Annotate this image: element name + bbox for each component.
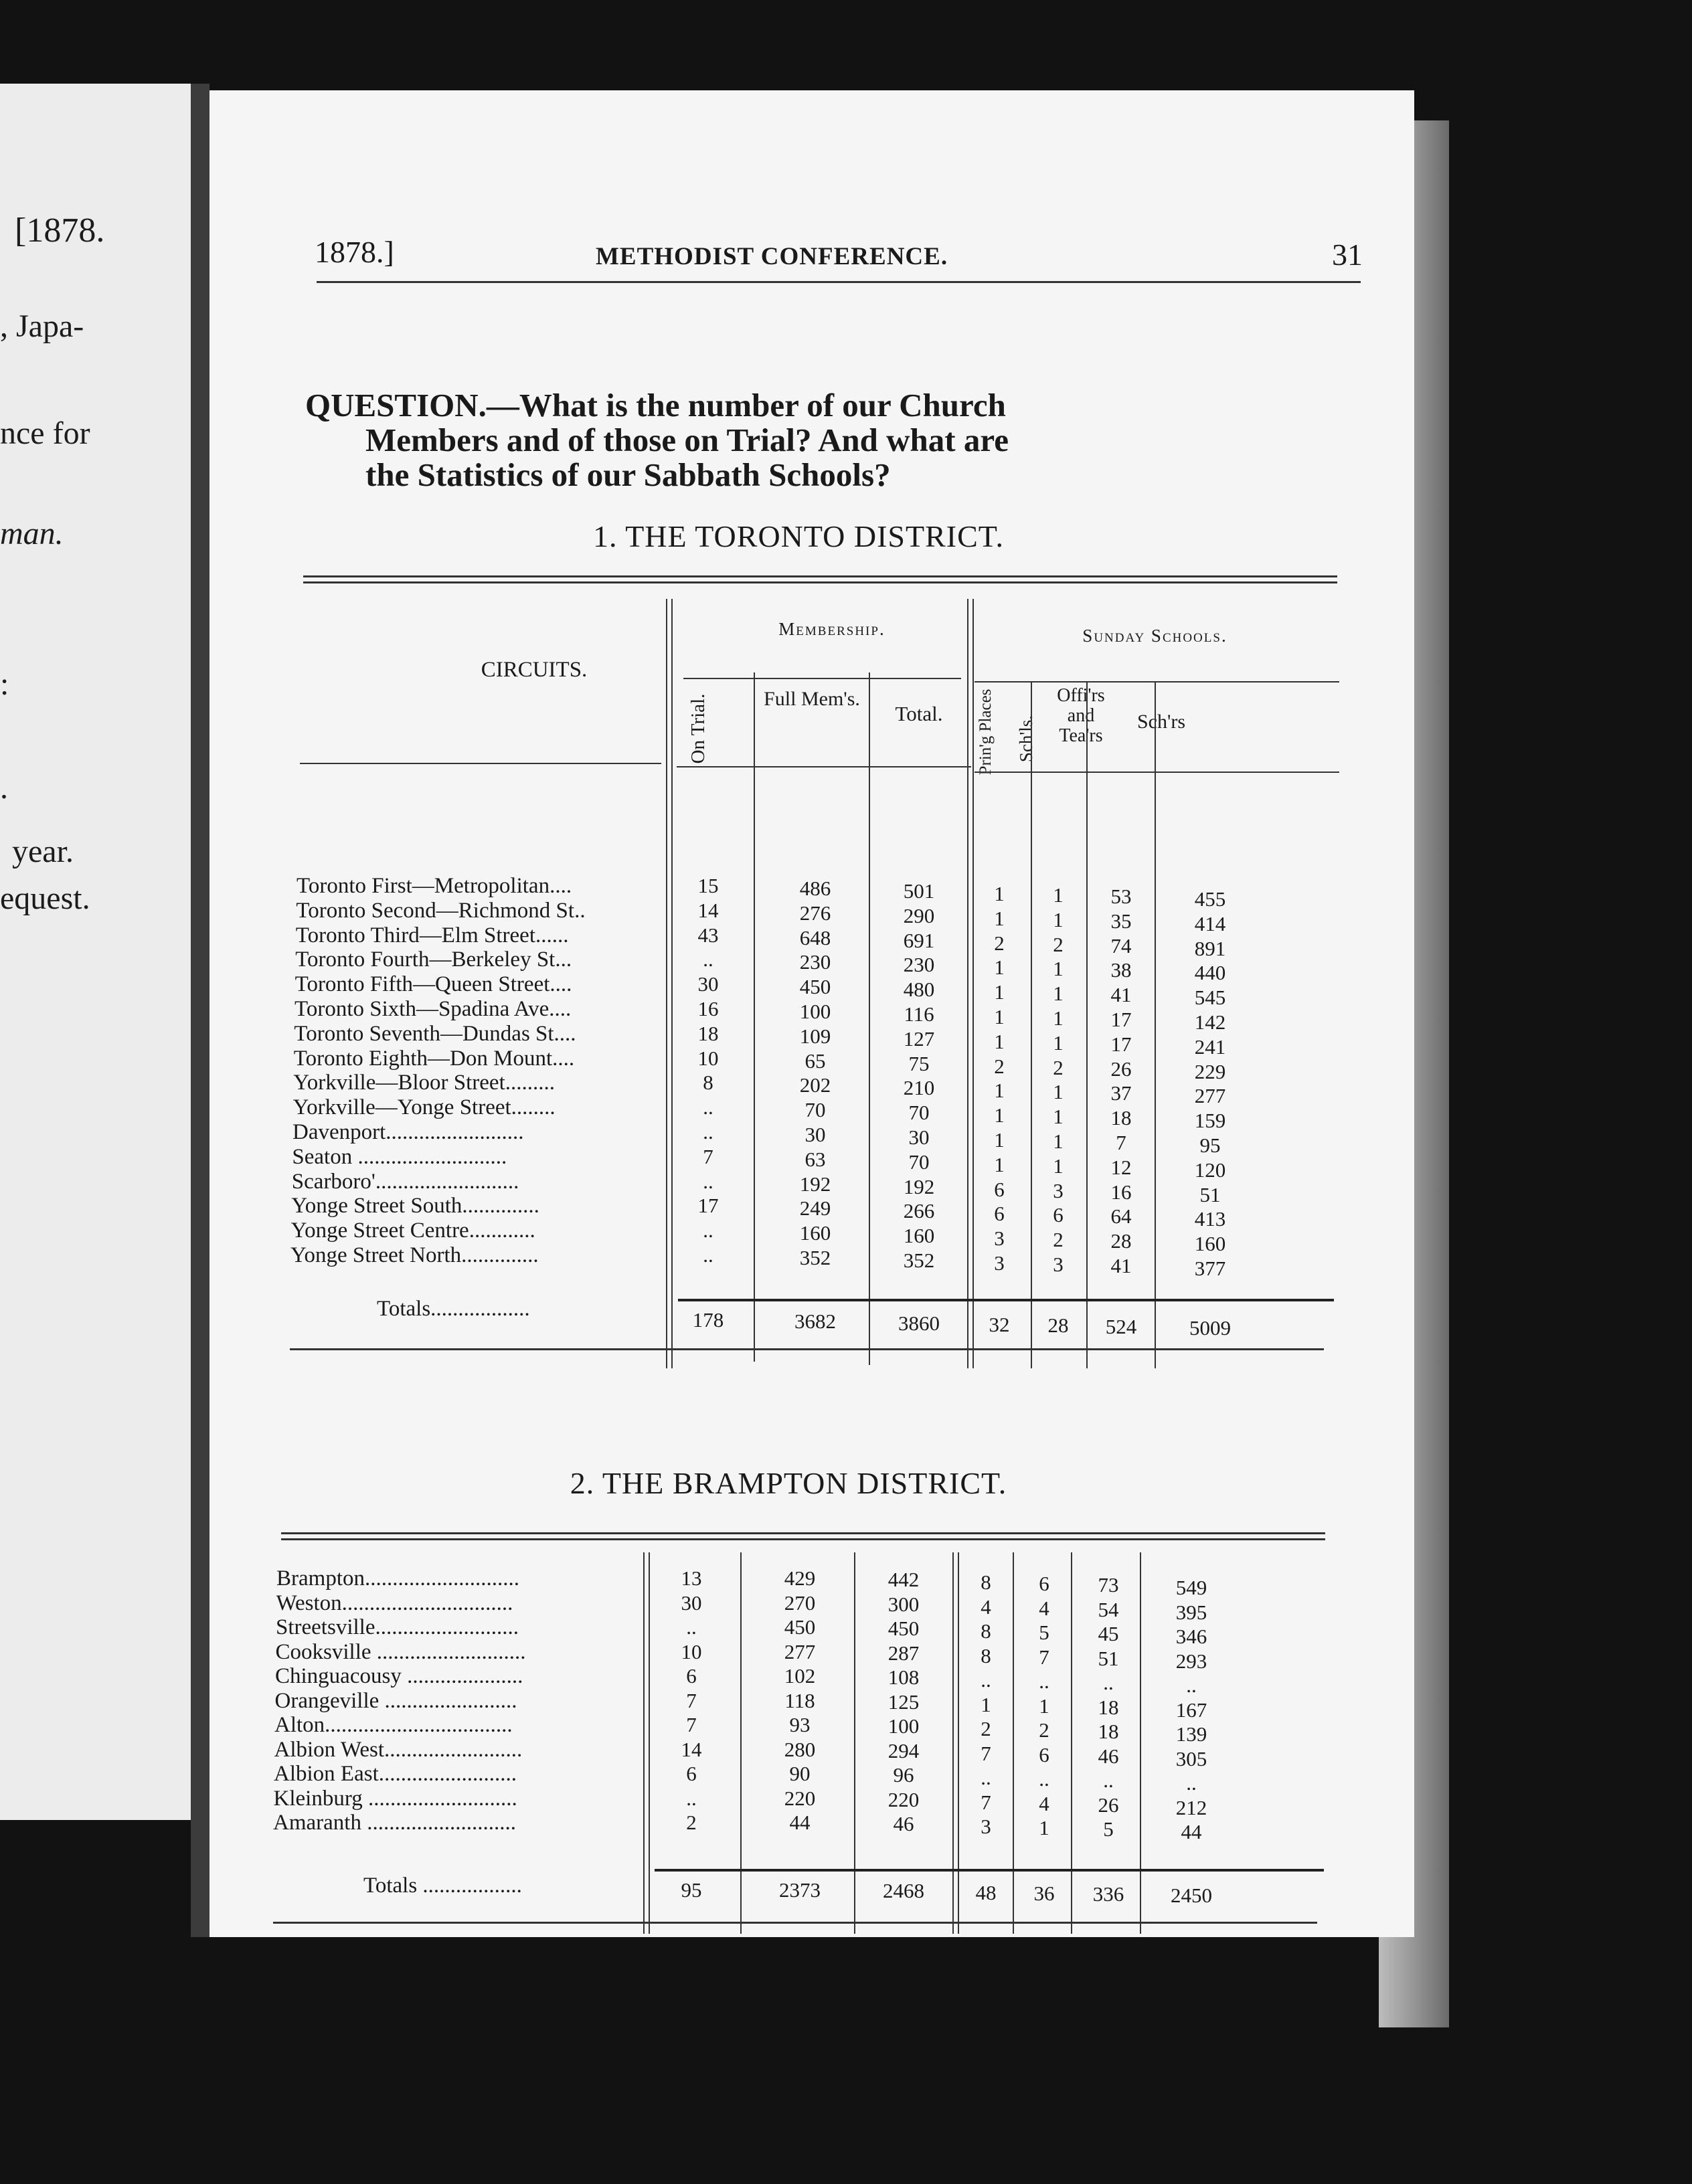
table-cell: 2 [1053, 1055, 1064, 1079]
column-divider [643, 1552, 650, 1934]
table-cell: 28 [1110, 1229, 1132, 1253]
circuits-header: CIRCUITS. [481, 658, 588, 682]
table-cell: 14 [681, 1737, 702, 1761]
table-cell: 346 [1175, 1625, 1207, 1648]
district-title: 2. THE BRAMPTON DISTRICT. [570, 1466, 1007, 1500]
table-cell: 545 [1194, 986, 1226, 1010]
column-divider [869, 672, 870, 1365]
on-trial-header: On Trial. [687, 693, 709, 764]
table-cell: 75 [908, 1051, 930, 1075]
previous-page-line: nce for [0, 416, 90, 451]
table-cell: .. [703, 1243, 713, 1267]
header-year: 1878.] [315, 235, 394, 269]
table-cell: 352 [903, 1249, 935, 1272]
table-cell: .. [1039, 1669, 1049, 1693]
table-cell: 1 [1053, 957, 1064, 981]
table-cell: 41 [1110, 983, 1132, 1007]
circuit-name: Toronto Fourth—Berkeley St... [295, 947, 572, 972]
table-cell: 1 [994, 1029, 1005, 1053]
table-cell: 395 [1175, 1600, 1207, 1624]
table-cell: 480 [903, 978, 935, 1002]
table-cell: .. [1186, 1771, 1197, 1795]
table-cell: .. [703, 1095, 713, 1119]
circuit-name: Amaranth ........................... [273, 1811, 516, 1835]
table-cell: 1 [1039, 1694, 1049, 1718]
circuit-name: Streetsville.......................... [276, 1615, 519, 1639]
column-divider [1013, 1552, 1014, 1934]
question-line: QUESTION.—What is the number of our Church [305, 387, 1006, 424]
table-cell: 1 [1053, 1080, 1064, 1104]
table-cell: 230 [903, 953, 935, 977]
total-cell: 95 [681, 1878, 702, 1902]
table-cell: 414 [1194, 911, 1226, 935]
table-cell: 7 [686, 1688, 697, 1712]
circuit-name: Yonge Street Centre............ [290, 1218, 535, 1243]
previous-page-line: : [0, 666, 9, 702]
total-cell: 178 [692, 1308, 724, 1332]
column-divider [1071, 1552, 1072, 1934]
circuit-name: Brampton............................ [276, 1566, 519, 1590]
book-page [209, 90, 1414, 1937]
table-cell: 220 [784, 1786, 816, 1810]
column-divider [952, 1552, 959, 1934]
total-cell: 28 [1047, 1313, 1069, 1338]
table-cell: 70 [908, 1101, 930, 1125]
table-cell: 1 [994, 1005, 1005, 1028]
table-cell: 7 [981, 1790, 991, 1814]
offirs-teachers-header: Offi'rs and Tea'rs [1057, 685, 1105, 746]
table-cell: 1 [1053, 883, 1064, 907]
table-cell: 160 [1194, 1232, 1226, 1256]
table-cell: 46 [893, 1812, 914, 1835]
table-cell: 15 [697, 874, 719, 897]
table-cell: 142 [1194, 1010, 1226, 1034]
table-cell: 2 [994, 931, 1005, 955]
table-cell: 2 [686, 1811, 697, 1834]
table-cell: 108 [887, 1665, 920, 1689]
table-cell: 30 [681, 1590, 702, 1615]
circuit-name: Albion West......................... [274, 1737, 523, 1762]
table-cell: 202 [799, 1073, 831, 1097]
previous-page-line: , Japa- [0, 308, 84, 344]
total-cell: 36 [1033, 1881, 1055, 1905]
table-top-rule [303, 575, 1337, 583]
circuit-name: Yonge Street South.............. [291, 1194, 539, 1218]
table-cell: 51 [1098, 1646, 1119, 1670]
table-cell: 73 [1098, 1573, 1119, 1597]
table-cell: 1 [994, 980, 1005, 1004]
table-cell: 13 [681, 1566, 702, 1590]
table-cell: 74 [1110, 933, 1132, 958]
circuit-name: Alton.................................. [274, 1713, 513, 1737]
header-rule [317, 281, 1361, 283]
table-cell: 26 [1110, 1057, 1132, 1081]
prin-places-header: Prin'g Places [977, 689, 995, 776]
table-cell: 1 [1053, 982, 1064, 1006]
table-cell: 6 [1039, 1572, 1049, 1595]
table-cell: 8 [981, 1619, 991, 1643]
table-cell: 2 [1039, 1718, 1049, 1742]
table-cell: 210 [903, 1076, 935, 1100]
table-cell: 290 [903, 903, 935, 927]
table-cell: 1 [994, 1103, 1005, 1127]
table-cell: 8 [981, 1643, 991, 1667]
table-cell: 691 [903, 928, 935, 952]
table-cell: 7 [703, 1144, 713, 1168]
table-cell: 1 [1053, 1105, 1064, 1129]
total-cell: 5009 [1189, 1316, 1231, 1340]
table-cell: 95 [1199, 1133, 1221, 1157]
table-cell: 4 [1039, 1596, 1049, 1620]
table-cell: 891 [1194, 936, 1226, 960]
table-cell: 35 [1110, 909, 1132, 933]
circuit-name: Toronto Fifth—Queen Street.... [294, 972, 572, 997]
table-cell: 277 [784, 1639, 816, 1663]
membership-header: Membership. [778, 619, 885, 639]
totals-rule [655, 1869, 1324, 1872]
circuit-name: Yorkville—Bloor Street......... [293, 1071, 555, 1095]
table-cell: 30 [805, 1123, 826, 1146]
table-cell: 159 [1194, 1109, 1226, 1133]
question-heading [305, 388, 1363, 492]
sunday-schools-header: Sunday Schools. [1082, 626, 1228, 646]
table-cell: 100 [799, 1000, 831, 1023]
table-cell: 3 [1053, 1253, 1064, 1276]
table-cell: 41 [1110, 1254, 1132, 1277]
table-cell: .. [703, 1218, 713, 1243]
column-header-rule [975, 771, 1339, 773]
totals-label: Totals.................. [377, 1297, 530, 1321]
circuit-name: Yonge Street North.............. [290, 1243, 539, 1267]
table-cell: 277 [1194, 1084, 1226, 1108]
total-header: Total. [895, 702, 943, 725]
table-cell: 1 [1053, 1129, 1064, 1153]
table-cell: 14 [697, 898, 719, 922]
table-cell: 139 [1175, 1722, 1207, 1746]
schls-header: Sch'ls. [1016, 715, 1036, 763]
table-cell: 118 [784, 1688, 815, 1712]
circuit-name: Weston............................... [276, 1590, 513, 1615]
table-cell: 167 [1175, 1698, 1207, 1722]
table-cell: 16 [1110, 1180, 1132, 1204]
previous-page-line: year. [12, 834, 74, 869]
running-header [315, 234, 1363, 281]
table-cell: 220 [887, 1787, 920, 1811]
previous-page-line: . [0, 770, 8, 806]
table-cell: .. [686, 1615, 697, 1639]
table-cell: 125 [887, 1690, 920, 1714]
table-cell: 287 [887, 1641, 920, 1665]
table-cell: 230 [799, 950, 831, 974]
table-cell: 276 [799, 901, 831, 925]
table-cell: 1 [994, 1079, 1005, 1103]
table-cell: 64 [1110, 1204, 1132, 1228]
table-cell: 10 [681, 1639, 702, 1663]
table-cell: 10 [697, 1046, 719, 1070]
total-cell: 2450 [1171, 1884, 1212, 1908]
table-cell: .. [1039, 1767, 1049, 1791]
table-cell: .. [981, 1668, 991, 1692]
table-cell: 450 [799, 975, 831, 999]
table-cell: 501 [903, 879, 935, 903]
table-cell: .. [703, 1169, 713, 1193]
table-cell: 3 [1053, 1178, 1064, 1202]
table-cell: 63 [805, 1147, 826, 1171]
table-cell: .. [703, 947, 713, 972]
table-cell: 450 [887, 1617, 920, 1640]
table-cell: 45 [1098, 1622, 1119, 1645]
circuit-name: Davenport......................... [292, 1120, 524, 1144]
table-cell: 70 [908, 1150, 930, 1174]
table-cell: .. [1103, 1671, 1114, 1694]
circuit-name: Yorkville—Yonge Street........ [292, 1095, 556, 1120]
previous-page-line: equest. [0, 881, 90, 916]
question-line: the Statistics of our Sabbath Schools? [365, 456, 891, 493]
table-cell: 18 [1098, 1695, 1119, 1719]
question-line: Members and of those on Trial? And what are [365, 422, 1009, 458]
table-cell: 43 [697, 923, 719, 947]
table-cell: 160 [799, 1221, 831, 1245]
totals-label: Totals .................. [363, 1874, 522, 1898]
table-cell: 4 [1039, 1791, 1049, 1815]
table-cell: 7 [1116, 1131, 1126, 1154]
table-cell: 549 [1175, 1576, 1207, 1599]
table-cell: 26 [1098, 1793, 1119, 1817]
table-cell: .. [703, 1120, 713, 1144]
total-cell: 524 [1105, 1314, 1137, 1338]
table-cell: 266 [903, 1199, 935, 1223]
table-cell: 241 [1194, 1034, 1226, 1059]
circuit-name: Toronto Eighth—Don Mount.... [293, 1046, 575, 1071]
table-cell: 109 [799, 1024, 831, 1048]
table-cell: 455 [1194, 887, 1226, 911]
table-cell: 6 [686, 1762, 697, 1785]
table-cell: 65 [805, 1049, 826, 1073]
total-cell: 48 [975, 1880, 997, 1904]
table-cell: 4 [981, 1595, 991, 1619]
table-cell: 6 [994, 1177, 1005, 1201]
table-cell: 6 [994, 1202, 1005, 1226]
page-number: 31 [1332, 238, 1363, 272]
table-cell: 212 [1175, 1795, 1207, 1819]
table-cell: .. [981, 1766, 991, 1789]
total-cell: 32 [989, 1313, 1010, 1337]
total-cell: 336 [1092, 1882, 1124, 1906]
table-cell: .. [1186, 1673, 1197, 1697]
table-cell: 3 [994, 1251, 1005, 1275]
column-header-rule [677, 766, 971, 767]
full-mems-header: Full Mem's. [764, 688, 860, 710]
table-cell: 18 [1098, 1720, 1119, 1743]
previous-page [0, 84, 191, 1820]
column-divider [740, 1552, 742, 1934]
circuit-name: Chinguacousy ..................... [275, 1664, 523, 1688]
table-cell: 116 [904, 1002, 934, 1026]
table-cell: 440 [1194, 961, 1226, 985]
table-cell: 30 [908, 1125, 930, 1149]
column-divider [666, 599, 673, 1368]
table-bottom-rule [273, 1922, 1317, 1924]
circuit-name: Orangeville ........................ [274, 1688, 517, 1713]
district-title: 1. THE TORONTO DISTRICT. [593, 519, 1004, 553]
table-cell: 1 [1053, 1006, 1064, 1030]
circuit-name: Toronto Third—Elm Street...... [295, 923, 569, 947]
table-cell: 1 [1039, 1816, 1049, 1839]
column-divider [1155, 682, 1156, 1368]
table-cell: 2 [981, 1717, 991, 1740]
table-cell: 1 [1053, 1030, 1064, 1055]
table-cell: 1 [994, 882, 1005, 905]
total-cell: 3682 [794, 1309, 836, 1334]
table-cell: 18 [1110, 1106, 1132, 1130]
table-cell: 18 [697, 1021, 719, 1045]
column-divider [1031, 682, 1032, 1368]
table-top-rule [281, 1532, 1325, 1540]
table-cell: 96 [893, 1763, 914, 1787]
table-cell: 5 [1103, 1817, 1114, 1841]
circuit-name: Toronto Sixth—Spadina Ave.... [294, 997, 572, 1021]
circuit-name: Toronto Second—Richmond St.. [296, 898, 586, 923]
table-cell: 160 [903, 1224, 935, 1248]
table-cell: 102 [784, 1664, 816, 1688]
table-cell: 6 [1053, 1203, 1064, 1227]
table-cell: .. [686, 1786, 697, 1810]
table-cell: 229 [1194, 1059, 1226, 1083]
table-cell: 1 [994, 1152, 1005, 1176]
table-cell: 377 [1194, 1257, 1226, 1280]
table-cell: 192 [799, 1172, 831, 1196]
column-divider [1140, 1552, 1141, 1934]
table-cell: 30 [697, 972, 719, 996]
table-cell: 12 [1110, 1155, 1132, 1179]
table-cell: 70 [805, 1098, 826, 1122]
table-cell: 1 [994, 955, 1005, 980]
table-cell: 100 [887, 1714, 920, 1738]
sunday-schools-group-rule [975, 681, 1339, 682]
table-cell: 17 [697, 1194, 719, 1218]
table-cell: 249 [799, 1196, 831, 1220]
table-cell: 192 [903, 1174, 935, 1198]
table-cell: 7 [981, 1741, 991, 1765]
table-cell: 7 [686, 1713, 697, 1736]
total-cell: 2373 [779, 1878, 821, 1902]
column-divider [967, 599, 974, 1368]
table-cell: 429 [784, 1566, 816, 1590]
circuit-name: Scarboro'.......................... [291, 1169, 519, 1194]
table-cell: 17 [1110, 1032, 1132, 1056]
table-cell: 293 [1175, 1649, 1207, 1673]
circuit-name: Toronto First—Metropolitan.... [297, 874, 572, 898]
table-cell: 450 [784, 1615, 816, 1639]
table-cell: 6 [686, 1664, 697, 1688]
table-cell: 442 [887, 1568, 920, 1591]
table-cell: 6 [1039, 1742, 1049, 1766]
table-cell: 93 [789, 1713, 811, 1736]
table-cell: 53 [1110, 885, 1132, 908]
table-cell: 51 [1199, 1182, 1221, 1206]
table-cell: 1 [1053, 1154, 1064, 1178]
table-cell: 2 [1053, 932, 1064, 956]
membership-group-rule [683, 678, 961, 679]
table-cell: 17 [1110, 1008, 1132, 1031]
table-cell: 5 [1039, 1621, 1049, 1644]
table-cell: 1 [994, 1128, 1005, 1152]
circuit-name: Toronto Seventh—Dundas St.... [294, 1021, 576, 1046]
header-title: METHODIST CONFERENCE. [596, 243, 948, 270]
table-cell: 413 [1194, 1207, 1226, 1231]
book-gutter [191, 84, 209, 1937]
table-cell: 280 [784, 1737, 816, 1761]
column-divider [1086, 682, 1088, 1368]
table-cell: 37 [1110, 1081, 1132, 1105]
circuit-name: Seaton ........................... [292, 1144, 507, 1169]
table-cell: 90 [789, 1762, 811, 1785]
table-cell: 294 [887, 1738, 920, 1762]
circuit-name: Cooksville ........................... [275, 1639, 526, 1664]
schrs-header: Sch'rs [1136, 711, 1186, 733]
table-cell: 3 [981, 1815, 991, 1838]
table-cell: 54 [1098, 1597, 1119, 1621]
circuit-name: Kleinburg ........................... [273, 1786, 517, 1811]
table-cell: 300 [887, 1592, 920, 1616]
table-cell: 1 [994, 906, 1005, 930]
previous-page-line: [1878. [15, 211, 105, 250]
table-cell: 1 [1053, 907, 1064, 931]
table-cell: 2 [1053, 1228, 1064, 1252]
circuits-header-rule [300, 763, 661, 764]
table-cell: 8 [981, 1570, 991, 1594]
table-cell: 648 [799, 925, 831, 949]
total-cell: 2468 [883, 1879, 924, 1903]
column-divider [854, 1552, 855, 1934]
table-cell: 3 [994, 1226, 1005, 1251]
previous-page-line: man. [0, 516, 64, 551]
table-cell: 270 [784, 1590, 816, 1615]
table-cell: 305 [1175, 1746, 1207, 1770]
total-cell: 3860 [898, 1311, 940, 1335]
table-cell: 2 [994, 1054, 1005, 1078]
table-cell: 7 [1039, 1645, 1049, 1669]
table-cell: 38 [1110, 958, 1132, 982]
table-cell: 44 [789, 1811, 811, 1834]
table-cell: 127 [903, 1026, 935, 1051]
column-divider [754, 672, 755, 1362]
table-cell: .. [1103, 1768, 1114, 1792]
table-cell: 486 [799, 877, 831, 900]
table-bottom-rule [290, 1348, 1324, 1350]
circuit-name: Albion East......................... [274, 1762, 517, 1786]
table-cell: 44 [1181, 1820, 1202, 1843]
table-cell: 352 [799, 1246, 831, 1269]
table-cell: 46 [1098, 1744, 1119, 1768]
table-cell: 8 [703, 1071, 713, 1095]
table-cell: 1 [981, 1692, 991, 1716]
totals-rule [678, 1299, 1334, 1301]
table-cell: 120 [1194, 1158, 1226, 1182]
table-cell: 16 [697, 997, 719, 1020]
